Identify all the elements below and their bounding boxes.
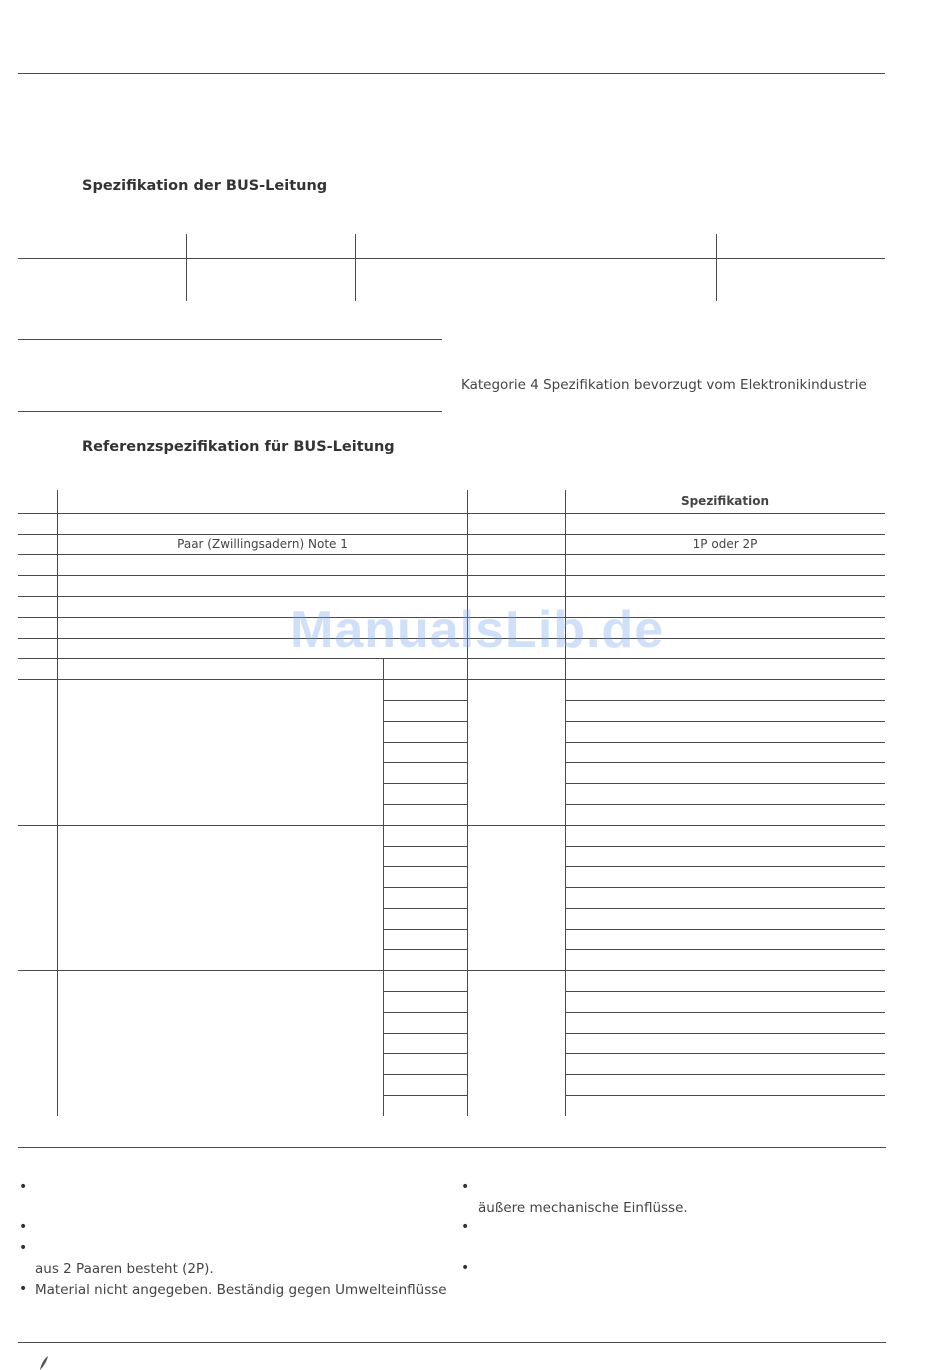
bullet-icon: • [461, 1219, 470, 1235]
subrow-rule [383, 783, 468, 784]
subrow-rule [566, 929, 885, 930]
subrow-rule [383, 742, 468, 743]
subrow-rule [383, 1074, 468, 1075]
watermark: ManualsLib.de [290, 601, 665, 659]
pair-label: Paar (Zwillingsadern) Note 1 [177, 537, 348, 551]
subrow-rule [383, 846, 468, 847]
table1-col-divider [355, 234, 356, 301]
subrow-rule [566, 804, 885, 805]
table-row-rule [18, 596, 885, 597]
subrow-rule [566, 783, 885, 784]
subrow-rule [383, 1033, 468, 1034]
subrow-rule [566, 991, 885, 992]
bullet-icon: • [19, 1179, 28, 1195]
bullet-icon: • [19, 1219, 28, 1235]
table-group-rule [18, 970, 885, 971]
table-row-rule [18, 679, 885, 680]
table-col-divider [467, 490, 468, 1116]
subrow-rule [566, 721, 885, 722]
subrow-rule [566, 1033, 885, 1034]
subrow-rule [383, 949, 468, 950]
subrow-rule [383, 700, 468, 701]
spec-column-header: Spezifikation [680, 494, 770, 508]
bullet-icon: • [461, 1179, 470, 1195]
subrow-rule [566, 887, 885, 888]
subrow-rule [383, 908, 468, 909]
subrow-rule [566, 866, 885, 867]
notes-rule [18, 1147, 886, 1148]
subrow-rule [383, 1095, 468, 1096]
subrow-rule [566, 762, 885, 763]
table-row-rule [18, 575, 885, 576]
subrow-rule [566, 700, 885, 701]
note-text: aus 2 Paaren besteht (2P). [35, 1261, 214, 1277]
subrow-rule [566, 1012, 885, 1013]
table-group-rule [18, 825, 885, 826]
subrow-rule [383, 762, 468, 763]
subrow-rule [383, 1053, 468, 1054]
category-note: Kategorie 4 Spezifikation bevorzugt vom Elektronikindustrie [461, 377, 867, 393]
subrow-rule [566, 742, 885, 743]
subrow-rule [566, 908, 885, 909]
table-row-rule [18, 554, 885, 555]
bullet-icon: • [19, 1240, 28, 1256]
subrow-rule [383, 887, 468, 888]
table-col-divider [383, 658, 384, 1116]
top-rule [18, 73, 885, 74]
subrow-rule [383, 721, 468, 722]
bullet-icon: • [461, 1260, 470, 1276]
subrow-rule [383, 929, 468, 930]
table-col-divider [57, 490, 58, 1116]
pair-value: 1P oder 2P [692, 537, 758, 551]
table-row-rule [18, 534, 885, 535]
subrow-rule [566, 949, 885, 950]
logo-leaf-icon [38, 1356, 48, 1370]
subrow-rule [383, 1012, 468, 1013]
subrow-rule [566, 1053, 885, 1054]
subrow-rule [566, 1074, 885, 1075]
footer-rule [18, 1342, 886, 1343]
table-col-divider [565, 490, 566, 1116]
subrow-rule [383, 991, 468, 992]
subrow-rule [566, 846, 885, 847]
subrow-rule [383, 866, 468, 867]
subrow-rule [566, 1095, 885, 1096]
note-text: Material nicht angegeben. Beständig gegen Umwelteinflüsse [35, 1282, 447, 1298]
table1-header-rule [18, 258, 885, 259]
table1-col-divider [716, 234, 717, 301]
section1-heading: Spezifikation der BUS-Leitung [82, 178, 328, 194]
note-text: äußere mechanische Einflüsse. [478, 1200, 688, 1216]
section2-heading: Referenzspezifikation für BUS-Leitung [82, 439, 395, 455]
table-row-rule [18, 513, 885, 514]
note-rule-bottom [18, 411, 442, 412]
note-rule-top [18, 339, 442, 340]
table1-col-divider [186, 234, 187, 301]
subrow-rule [383, 804, 468, 805]
bullet-icon: • [19, 1281, 28, 1297]
